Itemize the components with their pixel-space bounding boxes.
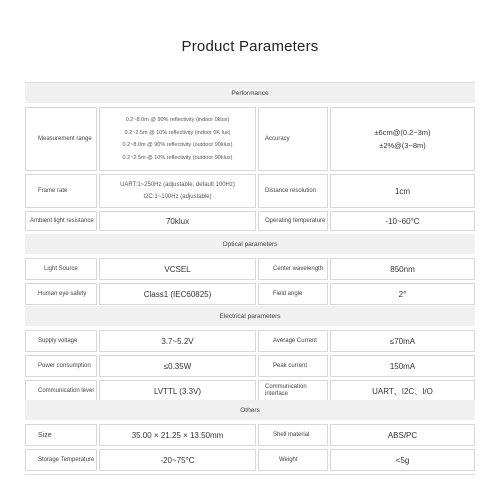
accuracy-label: Accuracy bbox=[258, 107, 328, 171]
section-title: Electrical parameters bbox=[219, 312, 281, 320]
table-row bbox=[25, 107, 475, 171]
ambient-light-value: 70klux bbox=[99, 211, 256, 231]
table-row bbox=[25, 424, 475, 446]
communication-interface-value: UART、I2C、I/O bbox=[330, 380, 475, 402]
frame-rate-line: UART:1~250Hz (adjustable, default 100Hz) bbox=[120, 182, 235, 188]
power-consumption-value: ≤0.35W bbox=[99, 355, 256, 377]
section-title: Performance bbox=[231, 89, 269, 97]
section-title: Optical parameters bbox=[222, 240, 278, 248]
operating-temperature-label: Operating temperature bbox=[258, 211, 328, 231]
light-source-value: VCSEL bbox=[99, 258, 256, 280]
supply-voltage-label: Supply voltage bbox=[25, 330, 97, 352]
storage-temperature-label: Storage Temperature bbox=[25, 449, 97, 471]
light-source-label: Light Source bbox=[25, 258, 97, 280]
supply-voltage-value: 3.7~5.2V bbox=[99, 330, 256, 352]
shell-material-label: Shell material bbox=[258, 424, 328, 446]
operating-temperature-value: -10~60°C bbox=[330, 211, 475, 231]
distance-resolution-label: Distance resolution bbox=[258, 174, 328, 208]
average-current-label: Average Current bbox=[258, 330, 328, 352]
peak-current-value: 150mA bbox=[330, 355, 475, 377]
communication-interface-label: Communication interface bbox=[258, 380, 328, 402]
section-header-others bbox=[25, 400, 475, 420]
table-row bbox=[25, 330, 475, 352]
table-row bbox=[25, 380, 475, 402]
section-header-optical bbox=[25, 234, 475, 254]
table-row bbox=[25, 355, 475, 377]
page-title: Product Parameters bbox=[181, 38, 319, 55]
table-row bbox=[25, 283, 475, 305]
table-row bbox=[25, 449, 475, 471]
frame-rate-value bbox=[99, 174, 256, 208]
peak-current-label: Peak current bbox=[258, 355, 328, 377]
weight-label: Weight bbox=[258, 449, 328, 471]
average-current-value: ≤70mA bbox=[330, 330, 475, 352]
section-title: Others bbox=[240, 406, 260, 414]
size-label: Size bbox=[25, 424, 97, 446]
table-row bbox=[25, 211, 475, 231]
measurement-range-label: Measurement range bbox=[25, 107, 97, 171]
frame-rate-line: I2C:1~100Hz (adjustable) bbox=[143, 194, 212, 200]
range-line: 0.2~2.5m @ 10% reflectivity (outdoor 90klux) bbox=[122, 154, 233, 161]
center-wavelength-value: 850nm bbox=[330, 258, 475, 280]
measurement-range-value bbox=[99, 107, 256, 171]
power-consumption-label: Power consumption bbox=[25, 355, 97, 377]
eye-safety-value: Class1 (IEC60825) bbox=[99, 283, 256, 305]
eye-safety-label: Human eye safety bbox=[25, 283, 97, 305]
shell-material-value: ABS/PC bbox=[330, 424, 475, 446]
table-row bbox=[25, 258, 475, 280]
range-line: 0.2~8.0m @ 90% reflectivity (outdoor 90klux) bbox=[122, 142, 233, 148]
ambient-light-label: Ambient light resistance bbox=[25, 211, 97, 231]
accuracy-value bbox=[330, 107, 475, 171]
communication-level-value: LVTTL (3.3V) bbox=[99, 380, 256, 402]
field-angle-label: Field angle bbox=[258, 283, 328, 305]
distance-resolution-value: 1cm bbox=[330, 174, 475, 208]
storage-temperature-value: -20~75°C bbox=[99, 449, 256, 471]
section-header-performance bbox=[25, 83, 475, 103]
size-value: 35.00 × 21.25 × 13.50mm bbox=[99, 424, 256, 446]
accuracy-line: ±2%@(3~8m) bbox=[379, 141, 426, 150]
table-row bbox=[25, 174, 475, 208]
divider bbox=[25, 474, 475, 475]
field-angle-value: 2° bbox=[330, 283, 475, 305]
center-wavelength-label: Center wavelength bbox=[258, 258, 328, 280]
section-header-electrical bbox=[25, 306, 475, 326]
frame-rate-label: Frame rate bbox=[25, 174, 97, 208]
range-line: 0.2~2.5m @ 10% reflectivity (indoor 0K lux) bbox=[124, 129, 231, 136]
range-line: 0.2~8.0m @ 90% reflectivity (indoor 0klux) bbox=[125, 117, 230, 123]
communication-level-label: Communication level bbox=[25, 380, 97, 402]
weight-value: <5g bbox=[330, 449, 475, 471]
accuracy-line: ±6cm@(0.2~3m) bbox=[374, 128, 431, 137]
